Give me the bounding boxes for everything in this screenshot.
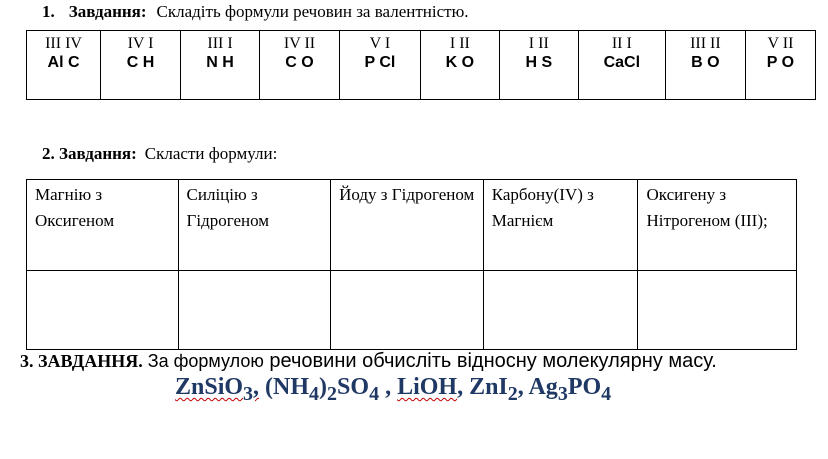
valence-cell	[27, 31, 101, 100]
valence-label: V II	[767, 35, 794, 52]
formula-header-cell: Магнію з Оксигеном	[27, 180, 179, 271]
formula-subscript: 4	[601, 382, 612, 405]
valence-label: I II	[449, 35, 470, 52]
formula-answer-cell[interactable]	[483, 271, 638, 350]
formula-answer-cell[interactable]	[331, 271, 484, 350]
formula-header-cell: Карбону(IV) з Магнієм	[483, 180, 638, 271]
element-pair: K O	[445, 54, 475, 71]
formula-separator: ,	[253, 374, 260, 400]
valence-cell	[339, 31, 420, 100]
formula-separator: ,	[379, 374, 392, 400]
formula-answer-cell[interactable]	[178, 271, 331, 350]
formula-header-cell: Йоду з Гідрогеном	[331, 180, 484, 271]
formula-text: SO	[337, 374, 370, 400]
formula-text: Ag	[528, 374, 558, 400]
formula-lioh	[397, 374, 463, 400]
formula-answer-cell[interactable]	[638, 271, 797, 350]
valence-label: II I	[611, 35, 632, 52]
formula-text: ZnSiO	[175, 374, 244, 400]
element-pair: C H	[126, 54, 155, 71]
task2-label: 2. Завдання:	[42, 144, 137, 163]
formula-ag3po4	[528, 374, 612, 405]
valence-label: III II	[690, 35, 721, 52]
valence-cell	[745, 31, 815, 100]
valence-label: III I	[207, 35, 233, 52]
valence-label: I II	[528, 35, 549, 52]
task3-label: 3. ЗАВДАННЯ.	[20, 351, 143, 371]
formula-subscript: 4	[369, 382, 380, 405]
valence-label: IV I	[127, 35, 154, 52]
formula-znsio3	[175, 374, 260, 405]
task2-instruction: Скласти формули:	[144, 144, 278, 163]
formula-header-row	[27, 180, 797, 271]
valence-cell	[665, 31, 745, 100]
valence-cell	[260, 31, 340, 100]
valence-cell	[181, 31, 260, 100]
valence-cell	[101, 31, 181, 100]
formula-subscript: 4	[309, 382, 320, 405]
element-pair: Al C	[47, 54, 80, 71]
element-pair: H S	[525, 54, 553, 71]
task1-heading	[42, 2, 469, 22]
task3-heading	[20, 350, 717, 373]
valence-cell	[499, 31, 578, 100]
formula-separator: ,	[457, 374, 464, 400]
formula-header-cell: Оксигену з Нітрогеном (III);	[638, 180, 797, 271]
valence-label: III IV	[45, 35, 82, 52]
formula-subscript: 3	[557, 382, 568, 405]
formula-subscript: 2	[327, 382, 338, 405]
valence-cell	[420, 31, 499, 100]
formula-separator: ,	[517, 374, 524, 400]
formula-zni2	[469, 374, 524, 405]
element-pair: B O	[691, 54, 720, 71]
element-pair: CaCl	[603, 54, 641, 71]
task3-instruction-part1: За формулою	[142, 351, 264, 371]
formula-table	[26, 179, 797, 350]
formula-answer-cell[interactable]	[27, 271, 179, 350]
valence-row	[27, 31, 816, 100]
formula-text: (NH	[265, 374, 310, 400]
task3-instruction-part2: речовини обчисліть відносну молекулярну масу.	[263, 350, 717, 372]
element-pair: N H	[206, 54, 234, 71]
formula-nh4-2so4	[265, 374, 392, 405]
task1-label: Завдання:	[68, 2, 147, 21]
formula-answer-row	[27, 271, 797, 350]
formula-subscript: 2	[507, 382, 518, 405]
task2-heading	[42, 144, 277, 164]
valence-cell	[578, 31, 665, 100]
formula-header-cell: Силіцію з Гідрогеном	[178, 180, 331, 271]
element-pair: C O	[285, 54, 314, 71]
formula-text: )	[319, 374, 328, 400]
formula-text: LiOH	[397, 374, 458, 400]
valence-label: IV II	[283, 35, 316, 52]
element-pair: P O	[766, 54, 795, 71]
formula-text: PO	[567, 374, 602, 400]
valence-label: V I	[369, 35, 391, 52]
task3-formulas	[175, 374, 611, 406]
formula-subscript: 3	[243, 382, 254, 405]
task1-number: 1.	[42, 2, 55, 21]
formula-text: ZnI	[469, 374, 508, 400]
task1-instruction: Складіть формули речовин за валентністю.	[156, 2, 469, 21]
element-pair: P Cl	[364, 54, 396, 71]
valence-table	[26, 30, 816, 100]
